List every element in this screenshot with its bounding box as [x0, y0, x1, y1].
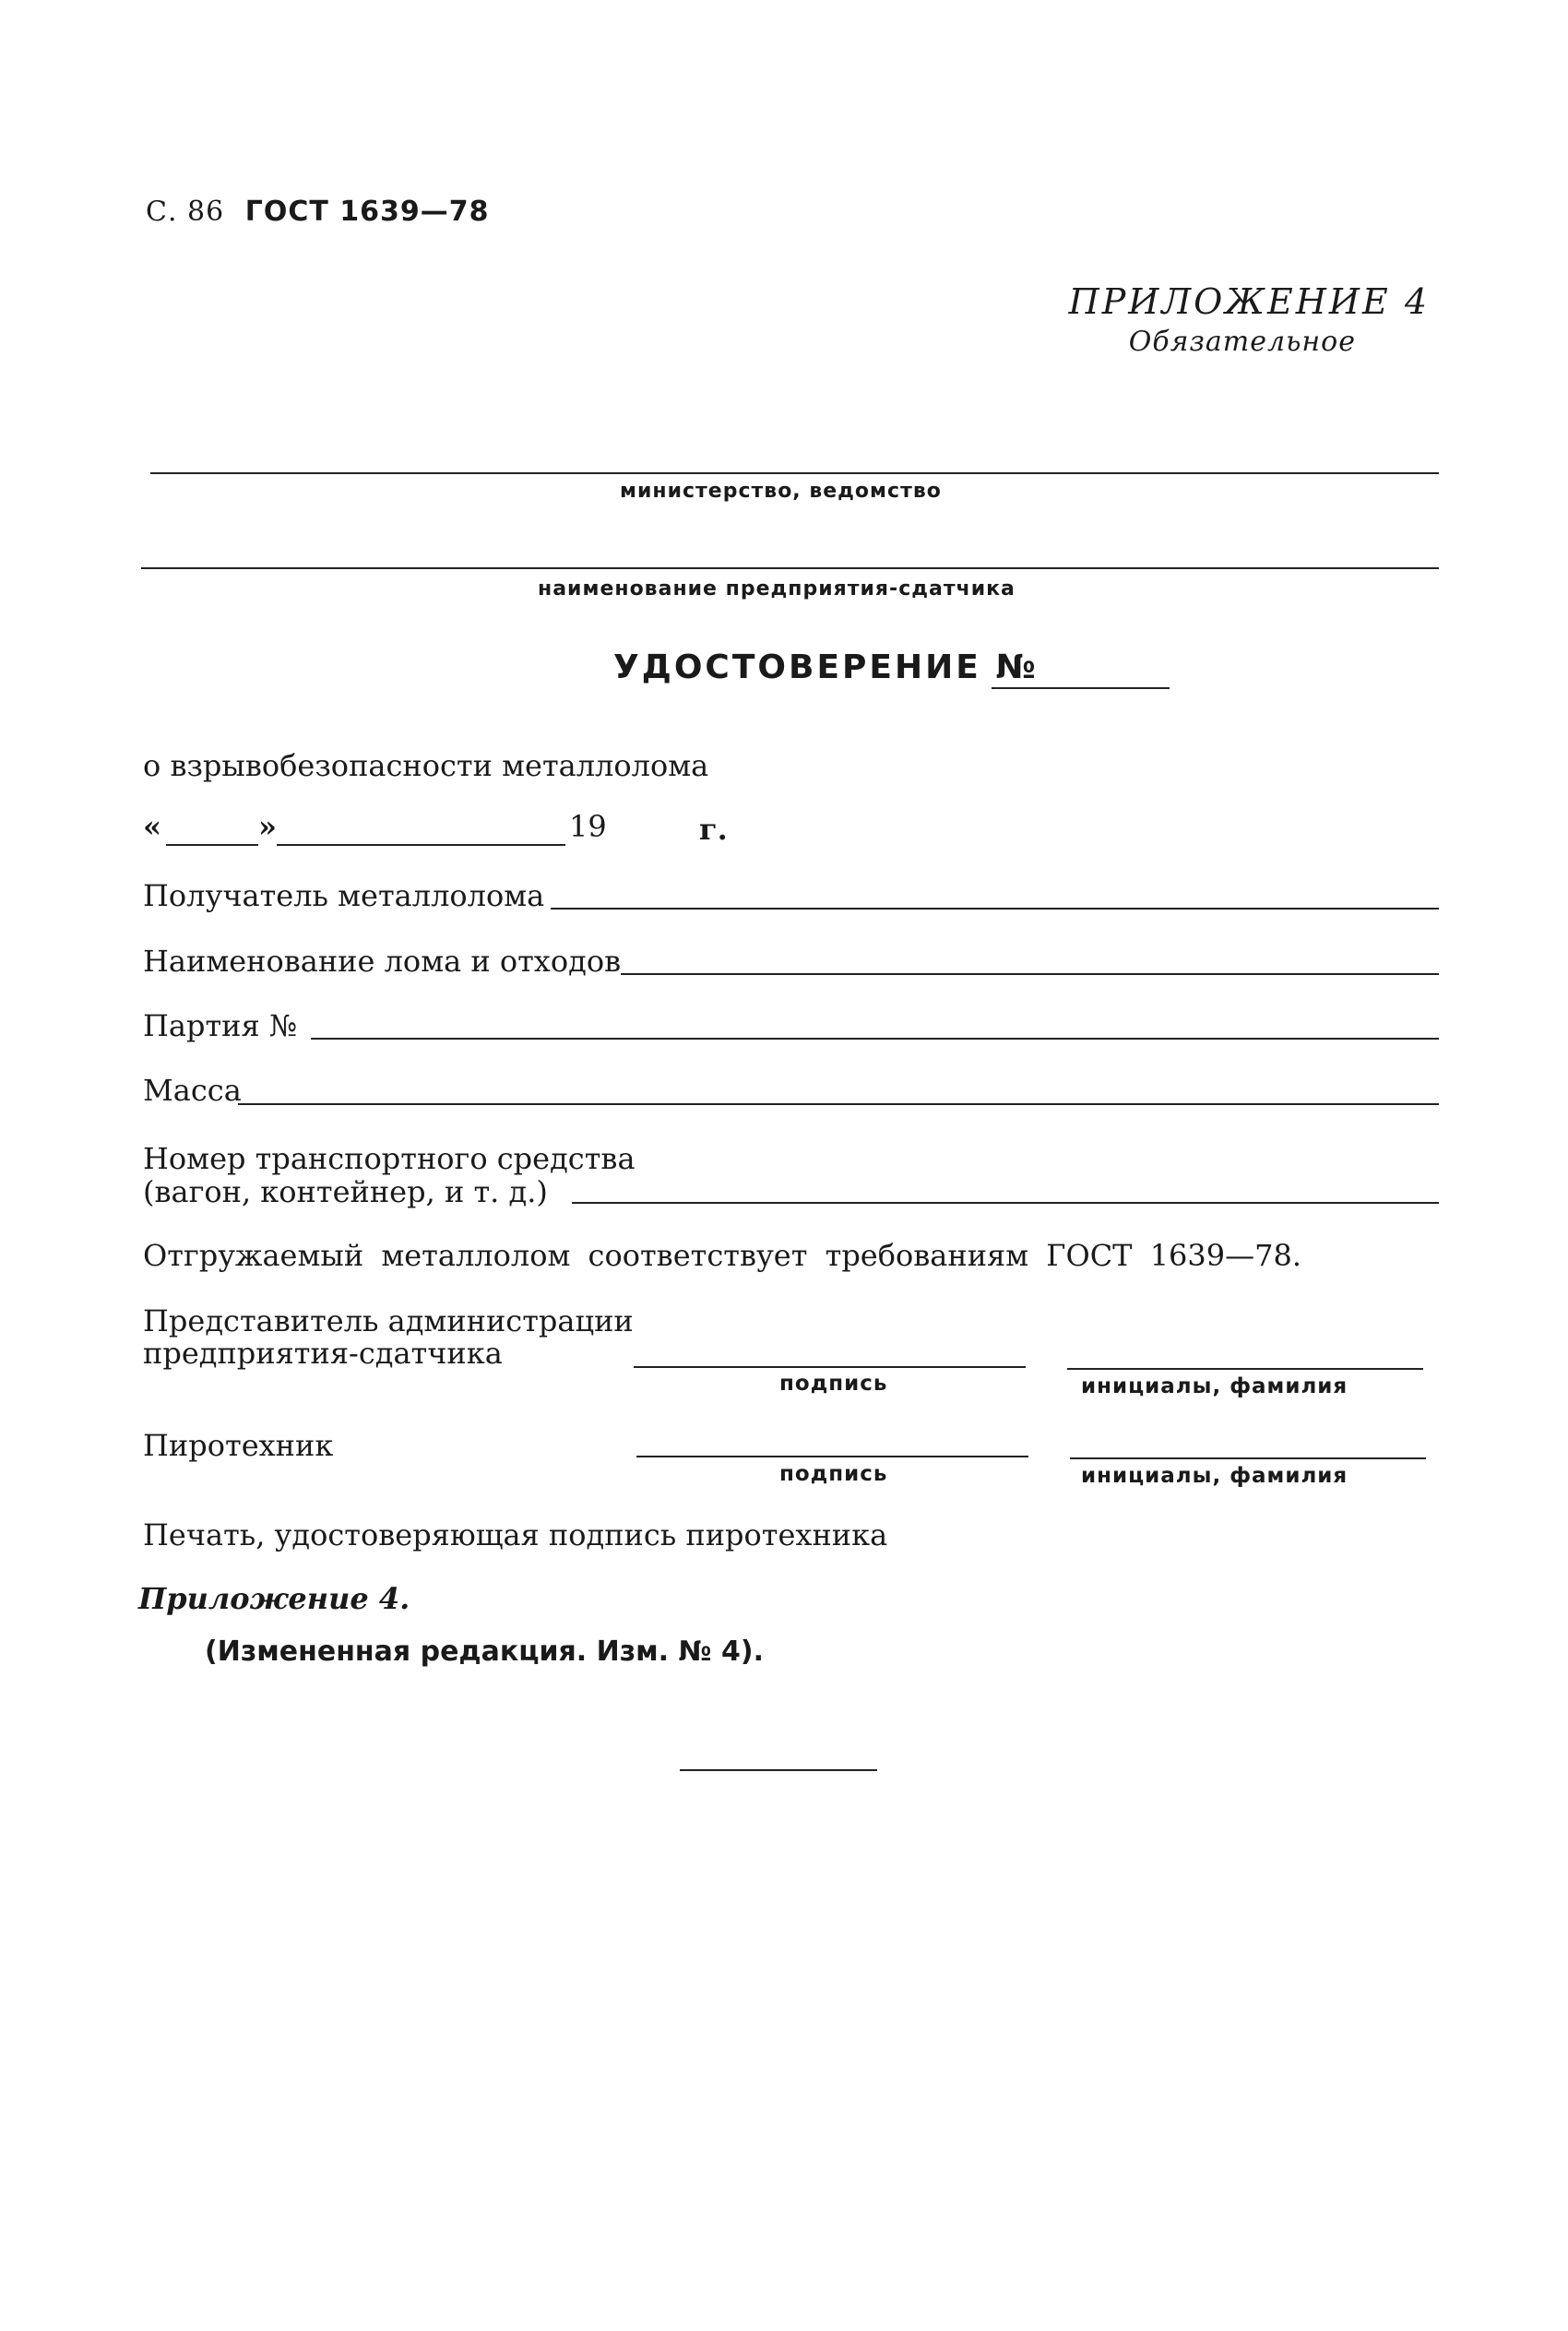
date-open-quote: « [143, 809, 161, 844]
date-year-suffix: г. [699, 812, 728, 847]
date-month-line [277, 844, 565, 846]
annex-label [1069, 281, 1430, 358]
batch-line [311, 1038, 1439, 1040]
certificate-title: УДОСТОВЕРЕНИЕ № [613, 648, 1039, 686]
representative-name-caption: инициалы, фамилия [1081, 1374, 1348, 1398]
annex-status: Обязательное [1128, 326, 1356, 358]
pyrotechnician-name-caption: инициалы, фамилия [1081, 1464, 1348, 1488]
pyrotechnician-name-line [1070, 1457, 1426, 1459]
date-close-quote: » [258, 809, 277, 844]
certificate-subtitle: о взрывобезопасности металлолома [143, 748, 709, 783]
pyrotechnician-signature-caption: подпись [779, 1462, 888, 1486]
batch-label: Партия № [143, 1008, 298, 1043]
pyrotechnician-signature-line [636, 1456, 1028, 1457]
representative-name-line [1067, 1368, 1423, 1370]
vehicle-label-line1: Номер транспортного средства [143, 1141, 636, 1176]
enterprise-caption: наименование предприятия-сдатчика [538, 577, 1016, 601]
vehicle-line [572, 1202, 1439, 1204]
amendment-note: (Измененная редакция. Изм. № 4). [205, 1635, 765, 1668]
scrap-name-line [621, 973, 1439, 975]
mass-label: Масса [143, 1073, 242, 1108]
recipient-label: Получатель металлолома [143, 878, 545, 913]
certificate-number-line [992, 687, 1170, 689]
standard-number: ГОСТ 1639—78 [244, 196, 490, 228]
vehicle-label-line2: (вагон, контейнер, и т. д.) [143, 1174, 548, 1209]
annex-title: ПРИЛОЖЕНИЕ 4 [1068, 281, 1430, 322]
pyrotechnician-label: Пиротехник [143, 1428, 334, 1463]
stamp-note: Печать, удостоверяющая подпись пиротехника [143, 1517, 888, 1552]
representative-label-line2: предприятия-сдатчика [143, 1336, 503, 1371]
running-header [146, 196, 490, 228]
page-number: С. 86 [146, 196, 225, 228]
ministry-line [150, 472, 1439, 474]
enterprise-line [141, 567, 1439, 569]
end-rule [680, 1769, 877, 1771]
representative-label-line1: Представитель администрации [143, 1303, 634, 1338]
recipient-line [551, 908, 1439, 910]
representative-signature-line [634, 1366, 1026, 1368]
mass-line [238, 1103, 1439, 1105]
date-day-line [166, 844, 258, 846]
scrap-name-label: Наименование лома и отходов [143, 944, 622, 979]
annex-reference: Приложение 4. [138, 1581, 410, 1616]
ministry-caption: министерство, ведомство [620, 480, 942, 503]
compliance-statement: Отгружаемый металлолом соответствует требованиям ГОСТ 1639—78. [143, 1238, 1302, 1273]
date-year-prefix: 19 [569, 809, 607, 844]
representative-signature-caption: подпись [779, 1372, 888, 1396]
